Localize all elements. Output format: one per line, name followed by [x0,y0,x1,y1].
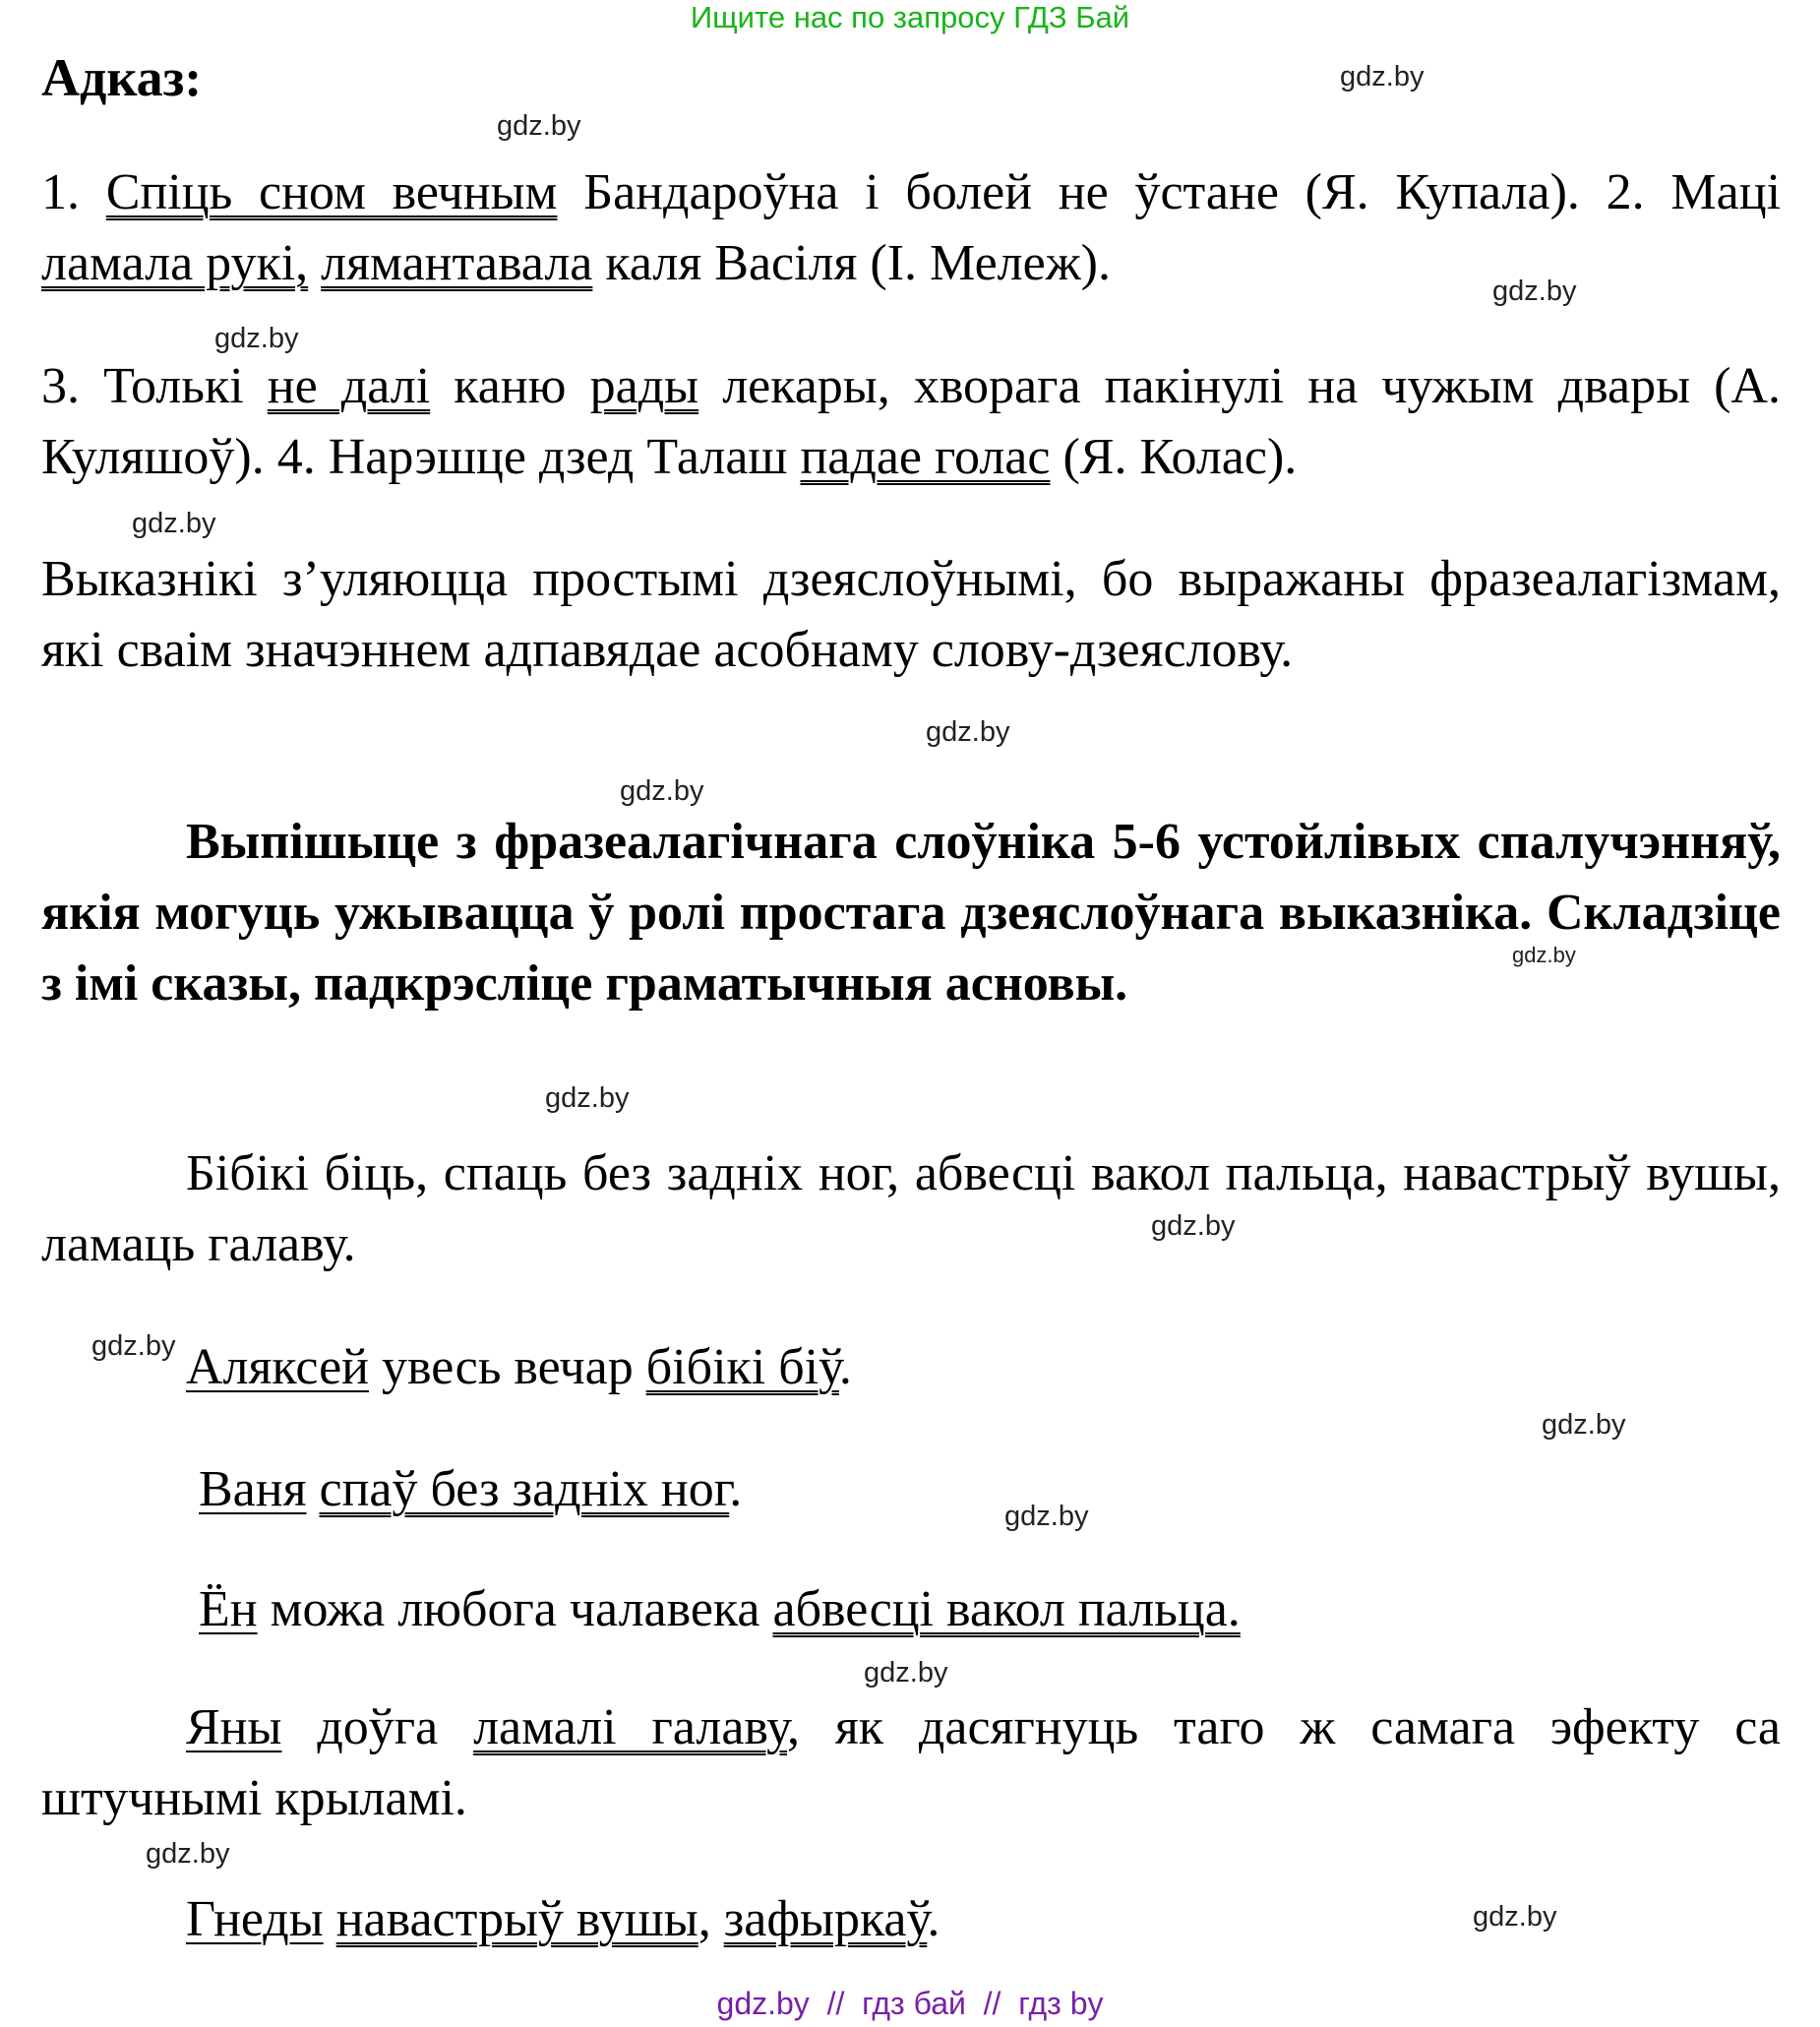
footer-links: gdz.by // гдз бай // гдз by [716,1986,1104,2021]
predicate: Спіць сном вечным [105,164,558,220]
sentence-text: 2. Маці [1606,164,1782,220]
explanation-paragraph: Выказнікі з’уляюцца простымі дзеяслоўнымі, бо выражаны фразеалагізмам, які сваім значэннем адпавядае асобнаму слову-дзеяслову. [41,551,1781,678]
sentence-text: лекары, хворага пакінулі на чужым [722,358,1535,414]
watermark: gdz.by [1473,1901,1557,1933]
sentence-number: 3. [41,358,80,414]
sentence-text: Толькі [103,358,244,414]
sentence-text: Бандароўна і болей не ўстане (Я. Купала). [583,164,1580,220]
predicate: спаў без задніх ног [319,1461,730,1517]
subject: Ваня [199,1461,307,1517]
sentence-text: (Я. Колас). [1062,429,1298,485]
subject: Ён [199,1581,258,1637]
watermark: gdz.by [620,775,704,807]
sentence-text: , [698,1891,711,1947]
task-paragraph: Выпішыце з фразеалагічнага слоўніка 5-6 устойлівых спалучэнняў, якія могуць ужывацца ў ролі простага дзеяслоўнага выказніка. Складзіце з імі сказы, падкрэсліце граматычныя асновы. [41,814,1781,1012]
watermark: gdz.by [497,110,581,142]
answer-paragraph-2 [41,351,1781,493]
predicate: ламала рукі, [41,235,309,291]
predicate: не далі [267,358,431,414]
predicate: абвесці вакол пальца. [772,1581,1241,1637]
watermark: gdz.by [91,1330,176,1362]
sentence-text: . [838,1339,852,1395]
watermark: gdz.by [1151,1210,1236,1242]
phrases-paragraph: Бібікі біць, спаць без задніх ног, абвесці вакол пальца, навастрыў вушы, ламаць галаву. [41,1145,1781,1272]
predicate: лямантавала [321,235,593,291]
predicate: рады [589,358,699,414]
sentence-text: доўга [317,1699,439,1755]
subject: Гнеды [186,1891,324,1947]
watermark: gdz.by [864,1657,948,1689]
watermark: gdz.by [1542,1409,1626,1441]
answer-heading: Адказ: [41,48,203,107]
watermark: gdz.by [1492,276,1577,307]
watermark: gdz.by [926,716,1010,748]
example-sentence-4 [41,1692,1781,1834]
sentence-text: двары (А. Куляшоў). 4. Нарэшце дзед Талаш [41,358,1781,485]
subject: Яны [186,1699,282,1755]
top-banner: Ищите нас по запросу ГДЗ Бай [690,0,1130,34]
watermark: gdz.by [132,508,216,539]
watermark: gdz.by [1004,1501,1089,1532]
predicate: зафыркаў [723,1891,928,1947]
subject: Аляксей [186,1339,370,1395]
sentence-text: . [927,1891,940,1947]
sentence-text: . [729,1461,743,1517]
watermark: gdz.by [146,1838,230,1870]
predicate: ламалі галаву [473,1699,787,1755]
watermark: gdz.by [214,323,299,354]
sentence-text: увесь вечар [382,1339,634,1395]
example-sentence-5 [186,1884,940,1955]
sentence-text: каля Васіля (І. Мележ). [605,235,1111,291]
watermark: gdz.by [1512,943,1576,967]
sentence-text: можа любога чалавека [270,1581,760,1637]
sentence-number: 1. [41,164,80,220]
predicate: навастрыў вушы [335,1891,698,1947]
sentence-text: , як дасягнуць таго ж самага эфекту са штучнымі крыламі. [41,1699,1782,1826]
example-sentence-1 [186,1332,852,1403]
predicate: бібікі біў [645,1339,839,1395]
watermark: gdz.by [545,1082,630,1114]
sentence-text: каню [454,358,567,414]
example-sentence-2 [199,1454,742,1525]
watermark: gdz.by [1340,61,1425,92]
example-sentence-3 [199,1574,1241,1645]
predicate: падае голас [800,429,1051,485]
